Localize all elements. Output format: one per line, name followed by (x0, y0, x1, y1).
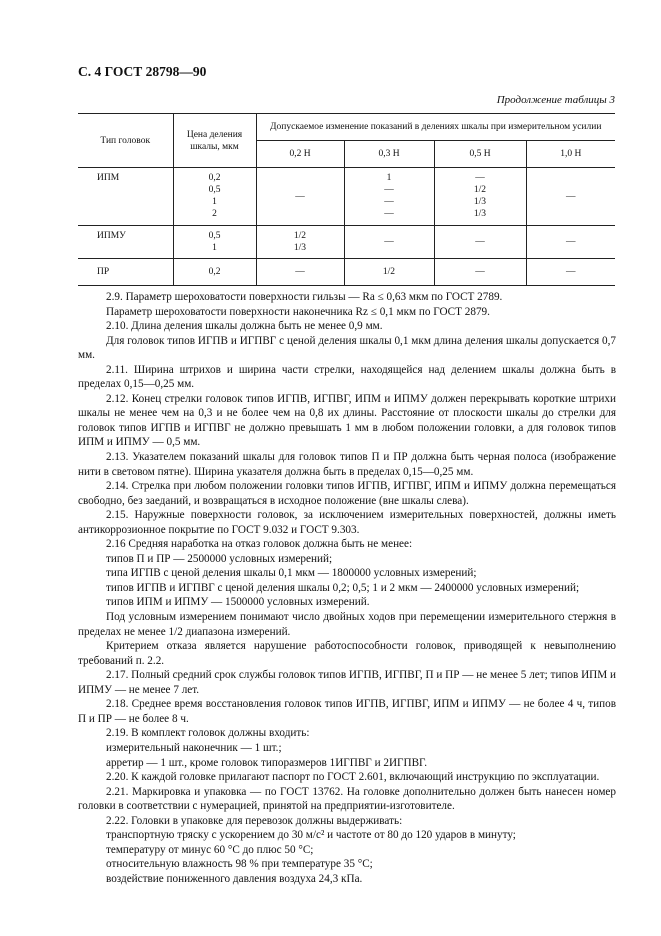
paragraph: типов П и ПР — 2500000 условных измерений; (106, 552, 333, 565)
paragraph: 2.15. Наружные поверхности головок, за исключением измерительных поверхностей, должны иметь антикоррозионное покрытие по ГОСТ 9.032 и ГОСТ 9.303. (78, 509, 616, 536)
paragraph: 2.17. Полный средний срок службы головок типов ИГПВ, ИГПВГ, П и ПР — не менее 5 лет; типов ИПМ и ИПМУ — не менее 7 лет. (78, 669, 616, 696)
paragraph: воздействие пониженного давления воздуха 24,3 кПа. (106, 872, 363, 885)
value-cell: 1/2 (344, 259, 434, 286)
paragraph: 2.13. Указателем показаний шкалы для головок типов П и ПР должна быть черная полоса (изображение нити в световом пятне). Ширина указателя должна быть в пределах 0,15—0,25 мм. (78, 451, 616, 478)
table-row (78, 168, 615, 226)
value-cell: — (526, 259, 615, 286)
table-row (78, 259, 615, 286)
paragraph: 2.9. Параметр шероховатости поверхности гильзы — Ra ≤ 0,63 мкм по ГОСТ 2789. (106, 291, 503, 303)
type-cell: ИПМУ (78, 226, 173, 259)
division-cell: 0,5 1 (173, 226, 256, 259)
paragraph: 2.19. В комплект головок должны входить: (106, 727, 310, 740)
paragraph: Под условным измерением понимают число двойных ходов при перемещении измерительного стержня в пределах не менее 1/2 диапазона измерений. (78, 611, 616, 638)
paragraph: измерительный наконечник — 1 шт.; (106, 741, 282, 754)
header-force: 0,5 Н (434, 141, 526, 168)
type-cell: ИПМ (78, 168, 173, 226)
value-cell: — (434, 259, 526, 286)
paragraph: транспортную тряску с ускорением до 30 м/с² и частоте от 80 до 120 ударов в минуту; (106, 829, 516, 842)
paragraph: 2.14. Стрелка при любом положении головки типов ИГПВ, ИГПВГ, ИПМ и ИПМУ должна перемещаться свободно, без заеданий, и возвращаться в исходное положение (вне шкалы слева). (78, 480, 616, 507)
paragraph: температуру от минус 60 °С до плюс 50 °С; (106, 843, 314, 856)
header-division: Цена деления шкалы, мкм (173, 114, 256, 168)
header-force: 0,3 Н (344, 141, 434, 168)
division-cell: 0,2 (173, 259, 256, 286)
paragraph: типов ИГПВ и ИГПВГ с ценой деления шкалы 0,2; 0,5; 1 и 2 мкм — 2400000 условных измерений; (106, 581, 580, 594)
value-cell: 1/2 1/3 (256, 226, 344, 259)
paragraph: типа ИГПВ с ценой деления шкалы 0,1 мкм — 1800000 условных измерений; (106, 567, 477, 580)
value-cell: — (434, 226, 526, 259)
paragraph: арретир — 1 шт., кроме головок типоразмеров 1ИГПВГ и 2ИГПВГ. (106, 756, 428, 769)
body-text (78, 290, 616, 886)
paragraph: 2.18. Среднее время восстановления головок типов ИГПВ, ИГПВГ, ИПМ и ИПМУ — не более 4 ч, типов П и ПР — не более 8 ч. (78, 698, 616, 725)
value-cell: 1 — — — (344, 168, 434, 226)
header-force: 1,0 Н (526, 141, 615, 168)
value-cell: — 1/2 1/3 1/3 (434, 168, 526, 226)
value-cell: — (344, 226, 434, 259)
value-cell: — (526, 226, 615, 259)
paragraph: 2.20. К каждой головке прилагают паспорт по ГОСТ 2.601, включающий инструкцию по эксплуатации. (106, 771, 600, 784)
paragraph: 2.21. Маркировка и упаковка — по ГОСТ 13762. На головке дополнительно должен быть нанесен номер головки в соответствии с нумерацией, принятой на предприятии-изготовителе. (78, 785, 616, 813)
paragraph: 2.12. Конец стрелки головок типов ИГПВ, ИГПВГ, ИПМ и ИПМУ должен перекрывать короткие штрихи шкалы не менее чем на 0,3 и не более чем на 0,8 их длины. Расстояние от плоскости шкалы до стрелки для головок типов ИГПВ и ИГПВГ не должно превышать 1 мм в любом положении головки, а для головок типов ИПМ и ИПМУ — 0,5 мм. (78, 392, 616, 449)
deviation-table (78, 113, 615, 286)
paragraph: относительную влажность 98 % при температуре 35 °С; (106, 858, 373, 871)
header-force: 0,2 Н (256, 141, 344, 168)
paragraph: 2.22. Головки в упаковке для перевозок должны выдерживать: (106, 814, 403, 827)
value-cell: — (526, 168, 615, 226)
table-caption: Продолжение таблицы 3 (496, 94, 615, 106)
paragraph: типов ИПМ и ИПМУ — 1500000 условных измерений. (106, 596, 370, 609)
paragraph: 2.16 Средняя наработка на отказ головок должна быть не менее: (106, 538, 413, 551)
paragraph: 2.10. Длина деления шкалы должна быть не менее 0,9 мм. (106, 320, 383, 333)
type-cell: ПР (78, 259, 173, 286)
page-title: С. 4 ГОСТ 28798—90 (78, 64, 207, 79)
value-cell: — (256, 259, 344, 286)
header-group: Допускаемое изменение показаний в делениях шкалы при измерительном усилии (256, 114, 615, 141)
table-row (78, 226, 615, 259)
value-cell: — (256, 168, 344, 226)
division-cell: 0,2 0,5 1 2 (173, 168, 256, 226)
paragraph: Критерием отказа является нарушение работоспособности головок, приводящей к невыполнению требований п. 2.2. (78, 640, 616, 667)
paragraph: Параметр шероховатости поверхности наконечника Rz ≤ 0,1 мкм по ГОСТ 2879. (106, 305, 490, 318)
paragraph: 2.11. Ширина штрихов и ширина части стрелки, находящейся над делением шкалы должна быть в пределах 0,15—0,25 мм. (78, 363, 616, 391)
header-type: Тип головок (78, 114, 173, 168)
paragraph: Для головок типов ИГПВ и ИГПВГ с ценой деления шкалы 0,1 мкм длина деления шкалы допускается 0,7 мм. (78, 334, 616, 362)
